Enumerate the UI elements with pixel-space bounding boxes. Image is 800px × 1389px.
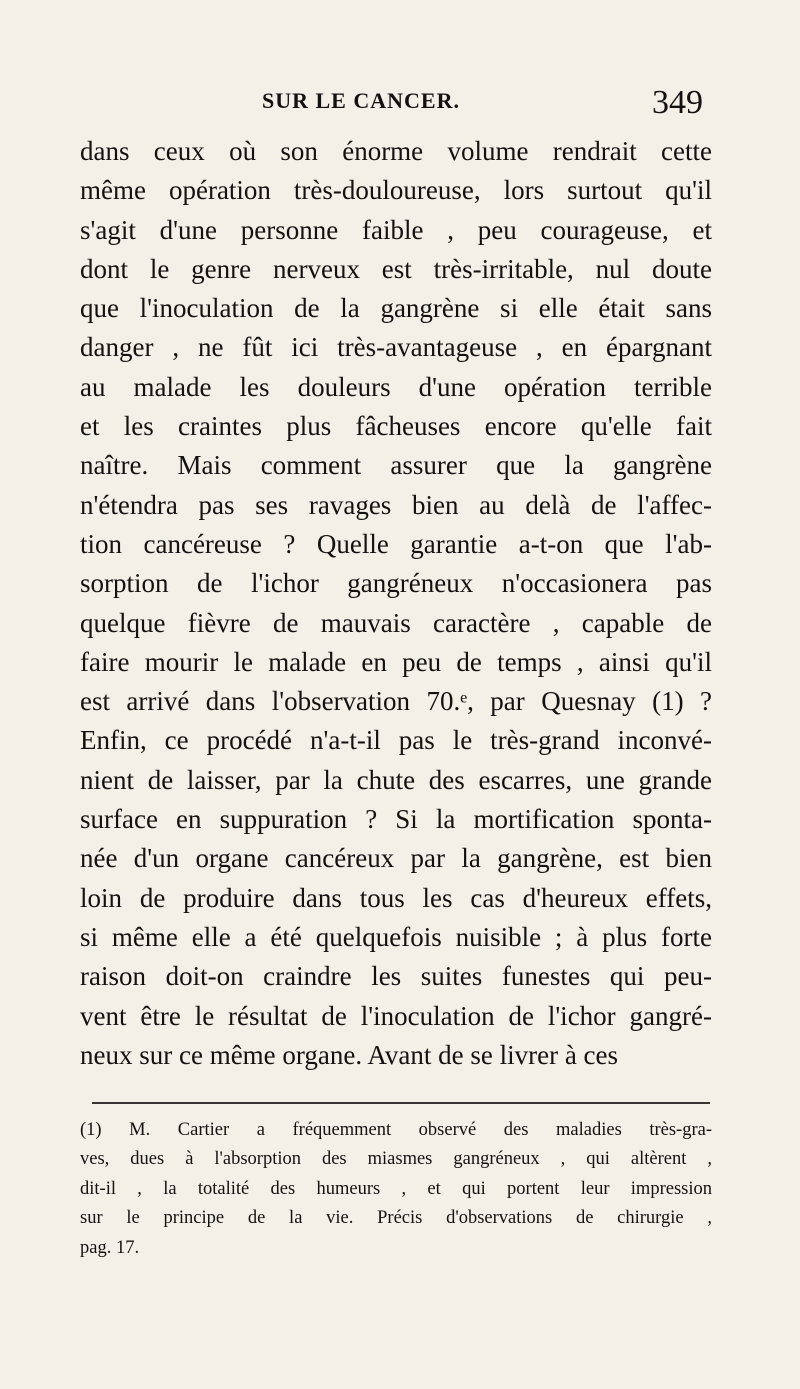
body-line: n'étendra pas ses ravages bien au delà de l'affec- [80,489,712,520]
body-line: vent être le résultat de l'inoculation de l'ichor gangré- [80,1000,712,1031]
body-line: et les craintes plus fâcheuses encore qu'elle fait [80,411,712,442]
body-line: s'agit d'une personne faible , peu courageuse, et [80,214,712,245]
body-line: tion cancéreuse ? Quelle garantie a-t-on que l'ab- [80,528,712,559]
body-line: dans ceux où son énorme volume rendrait cette [80,136,712,166]
body-line: même opération très-douloureuse, lors surtout qu'il [80,175,712,206]
body-line: née d'un organe cancéreux par la gangrène, est bien [80,843,712,874]
body-line: que l'inoculation de la gangrène si elle était sans [80,293,712,324]
body-text [80,132,712,1075]
body-line: nient de laisser, par la chute des escarres, une grande [80,764,712,795]
body-line: loin de produire dans tous les cas d'heureux effets, [80,882,712,913]
footnote-line: dit-il , la totalité des humeurs , et qui portent leur impression [80,1178,712,1199]
body-line: faire mourir le malade en peu de temps , ainsi qu'il [80,646,712,677]
running-title: SUR LE CANCER. [262,88,460,113]
page-header [0,84,800,128]
body-line: si même elle a été quelquefois nuisible ; à plus forte [80,921,712,952]
body-line: quelque fièvre de mauvais caractère , capable de [80,607,712,638]
footnote [80,1116,712,1263]
footnote-line: (1) M. Cartier a fréquemment observé des maladies très-gra- [80,1120,712,1140]
body-line: danger , ne fût ici très-avantageuse , en épargnant [80,332,712,363]
body-line: surface en suppuration ? Si la mortification sponta- [80,804,712,835]
body-line: sorption de l'ichor gangréneux n'occasionera pas [80,568,712,599]
footnote-line: pag. 17. [80,1237,140,1258]
body-line: dont le genre nerveux est très-irritable, nul doute [80,253,712,284]
page-number: 349 [652,84,703,121]
footnote-divider [92,1102,710,1104]
footnote-line: ves, dues à l'absorption des miasmes gangréneux , qui altèrent , [80,1149,712,1170]
body-line: Enfin, ce procédé n'a-t-il pas le très-grand inconvé- [80,725,712,756]
body-line: neux sur ce même organe. Avant de se livrer à ces [80,1039,619,1070]
body-line: naître. Mais comment assurer que la gangrène [80,450,712,481]
body-line: raison doit-on craindre les suites funestes qui peu- [80,961,712,992]
body-line: au malade les douleurs d'une opération terrible [80,371,712,402]
body-line: est arrivé dans l'observation 70.ᵉ, par Quesnay (1) ? [80,686,712,717]
footnote-line: sur le principe de la vie. Précis d'observations de chirurgie , [80,1208,712,1229]
